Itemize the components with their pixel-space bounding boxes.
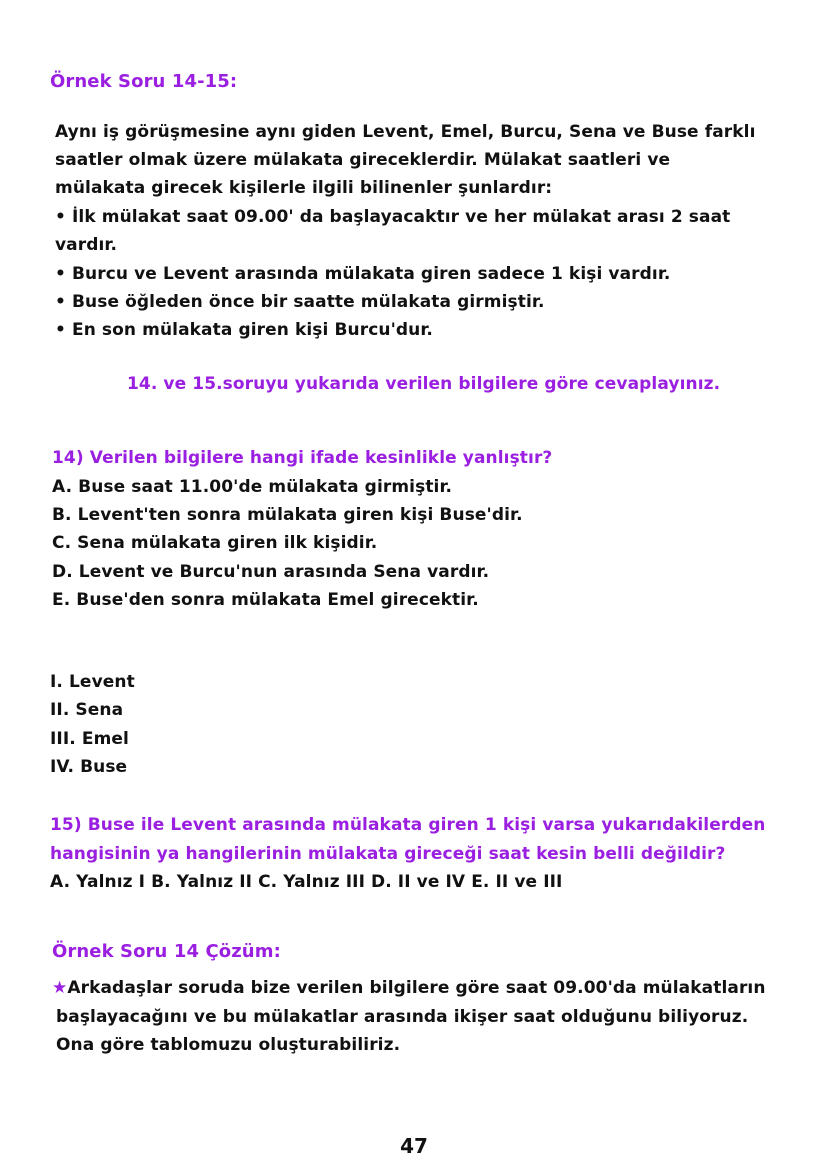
answer-option: C. Sena mülakata giren ilk kişidir. [52, 533, 378, 553]
intro-bullet: • İlk mülakat saat 09.00' da başlayacaktır ve her mülakat arası 2 saat [55, 207, 731, 227]
roman-item: II. Sena [50, 700, 124, 720]
question-15-options: A. Yalnız I B. Yalnız II C. Yalnız III D. II ve IV E. II ve III [50, 872, 563, 892]
question-15-text: 15) Buse ile Levent arasında mülakata giren 1 kişi varsa yukarıdakilerden [50, 815, 766, 835]
question-14-text: 14) Verilen bilgilere hangi ifade kesinlikle yanlıştır? [52, 448, 553, 468]
answer-option: E. Buse'den sonra mülakata Emel girecektir. [52, 590, 479, 610]
answer-option: A. Buse saat 11.00'de mülakata girmiştir. [52, 477, 453, 497]
solution-text: Arkadaşlar soruda bize verilen bilgilere göre saat 09.00'da mülakatların [67, 978, 766, 998]
roman-item: I. Levent [50, 672, 135, 692]
page-number: 47 [400, 1134, 428, 1158]
solution-line [52, 976, 766, 1000]
answer-option: D. Levent ve Burcu'nun arasında Sena vardır. [52, 562, 490, 582]
roman-item: IV. Buse [50, 757, 128, 777]
intro-line: mülakata girecek kişilerle ilgili bilinenler şunlardır: [55, 178, 553, 198]
intro-line: Aynı iş görüşmesine aynı giden Levent, Emel, Burcu, Sena ve Buse farklı [55, 122, 756, 142]
intro-bullet: • En son mülakata giren kişi Burcu'dur. [55, 320, 433, 340]
intro-bullet: • Buse öğleden önce bir saatte mülakata girmiştir. [55, 292, 545, 312]
question-15-text: hangisinin ya hangilerinin mülakata gireceği saat kesin belli değildir? [50, 844, 726, 864]
intro-line: saatler olmak üzere mülakata gireceklerdir. Mülakat saatleri ve [55, 150, 671, 170]
solution-line: Ona göre tablomuzu oluşturabiliriz. [56, 1035, 401, 1055]
solution-title: Örnek Soru 14 Çözüm: [52, 941, 281, 962]
intro-line: vardır. [55, 235, 118, 255]
answer-option: B. Levent'ten sonra mülakata giren kişi Buse'dir. [52, 505, 523, 525]
instruction: 14. ve 15.soruyu yukarıda verilen bilgilere göre cevaplayınız. [127, 374, 721, 394]
star-icon: ★ [52, 978, 68, 998]
example-title: Örnek Soru 14-15: [50, 71, 238, 92]
intro-bullet: • Burcu ve Levent arasında mülakata giren sadece 1 kişi vardır. [55, 264, 671, 284]
solution-line: başlayacağını ve bu mülakatlar arasında ikişer saat olduğunu biliyoruz. [56, 1007, 749, 1027]
roman-item: III. Emel [50, 729, 129, 749]
